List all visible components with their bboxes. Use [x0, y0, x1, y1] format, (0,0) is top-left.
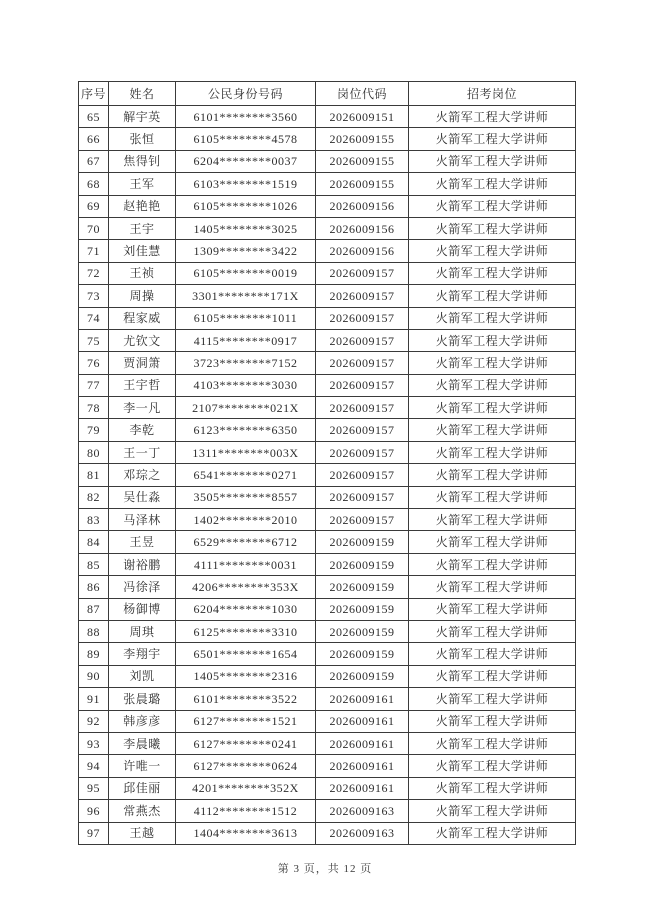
- table-row: [79, 688, 576, 710]
- name-cell: 张晨璐: [109, 688, 176, 710]
- table-row: [79, 822, 576, 844]
- post-code-cell: 2026009156: [316, 217, 409, 239]
- post-title-cell: 火箭军工程大学讲师: [409, 576, 576, 598]
- post-title-cell: 火箭军工程大学讲师: [409, 106, 576, 128]
- index-cell: 84: [79, 531, 109, 553]
- index-cell: 67: [79, 150, 109, 172]
- name-cell: 王宇: [109, 217, 176, 239]
- table-row: [79, 419, 576, 441]
- table-row: [79, 665, 576, 687]
- id-number-cell: 4206********353X: [176, 576, 316, 598]
- table-row: [79, 441, 576, 463]
- table-row: [79, 531, 576, 553]
- table-row: [79, 777, 576, 799]
- id-number-cell: 3301********171X: [176, 285, 316, 307]
- index-cell: 65: [79, 106, 109, 128]
- post-title-cell: 火箭军工程大学讲师: [409, 509, 576, 531]
- post-code-cell: 2026009157: [316, 441, 409, 463]
- post-code-cell: 2026009157: [316, 419, 409, 441]
- name-cell: 李一凡: [109, 397, 176, 419]
- name-cell: 赵艳艳: [109, 195, 176, 217]
- post-title-cell: 火箭军工程大学讲师: [409, 598, 576, 620]
- index-cell: 97: [79, 822, 109, 844]
- post-title-cell: 火箭军工程大学讲师: [409, 397, 576, 419]
- post-code-cell: 2026009157: [316, 374, 409, 396]
- index-cell: 91: [79, 688, 109, 710]
- name-cell: 王昱: [109, 531, 176, 553]
- id-number-cell: 1311********003X: [176, 441, 316, 463]
- post-title-cell: 火箭军工程大学讲师: [409, 307, 576, 329]
- post-title-cell: 火箭军工程大学讲师: [409, 240, 576, 262]
- post-code-cell: 2026009159: [316, 620, 409, 642]
- name-cell: 张恒: [109, 128, 176, 150]
- table-row: [79, 620, 576, 642]
- id-number-cell: 4103********3030: [176, 374, 316, 396]
- name-cell: 周操: [109, 285, 176, 307]
- id-number-cell: 1405********2316: [176, 665, 316, 687]
- post-code-cell: 2026009161: [316, 688, 409, 710]
- table-row: [79, 486, 576, 508]
- name-cell: 王一丁: [109, 441, 176, 463]
- post-title-cell: 火箭军工程大学讲师: [409, 553, 576, 575]
- index-cell: 71: [79, 240, 109, 262]
- recruitment-roster-table: [78, 81, 576, 845]
- id-number-cell: 1402********2010: [176, 509, 316, 531]
- table-row: [79, 397, 576, 419]
- id-number-cell: 6105********0019: [176, 262, 316, 284]
- table-body: [79, 106, 576, 845]
- table-row: [79, 732, 576, 754]
- post-code-cell: 2026009161: [316, 710, 409, 732]
- name-cell: 韩彦彦: [109, 710, 176, 732]
- table-row: [79, 755, 576, 777]
- table-row: [79, 643, 576, 665]
- post-title-cell: 火箭军工程大学讲师: [409, 128, 576, 150]
- post-code-cell: 2026009161: [316, 755, 409, 777]
- table-row: [79, 553, 576, 575]
- post-code-cell: 2026009151: [316, 106, 409, 128]
- name-cell: 杨御博: [109, 598, 176, 620]
- index-cell: 82: [79, 486, 109, 508]
- id-number-cell: 6204********1030: [176, 598, 316, 620]
- table-row: [79, 598, 576, 620]
- name-cell: 王军: [109, 173, 176, 195]
- name-cell: 邱佳丽: [109, 777, 176, 799]
- post-title-cell: 火箭军工程大学讲师: [409, 822, 576, 844]
- index-cell: 79: [79, 419, 109, 441]
- post-title-cell: 火箭军工程大学讲师: [409, 688, 576, 710]
- post-title-cell: 火箭军工程大学讲师: [409, 195, 576, 217]
- post-title-cell: 火箭军工程大学讲师: [409, 419, 576, 441]
- index-cell: 93: [79, 732, 109, 754]
- table-row: [79, 800, 576, 822]
- table-header-row: [79, 82, 576, 106]
- post-code-cell: 2026009161: [316, 777, 409, 799]
- index-cell: 95: [79, 777, 109, 799]
- name-cell: 谢裕鹏: [109, 553, 176, 575]
- post-code-cell: 2026009157: [316, 329, 409, 351]
- table-row: [79, 352, 576, 374]
- id-number-cell: 6127********0624: [176, 755, 316, 777]
- name-cell: 刘凯: [109, 665, 176, 687]
- post-title-cell: 火箭军工程大学讲师: [409, 777, 576, 799]
- post-title-cell: 火箭军工程大学讲师: [409, 755, 576, 777]
- table-row: [79, 307, 576, 329]
- id-number-cell: 1405********3025: [176, 217, 316, 239]
- name-cell: 王宇哲: [109, 374, 176, 396]
- name-cell: 焦得钊: [109, 150, 176, 172]
- id-number-cell: 2107********021X: [176, 397, 316, 419]
- table-row: [79, 217, 576, 239]
- post-code-cell: 2026009157: [316, 285, 409, 307]
- index-cell: 77: [79, 374, 109, 396]
- post-title-cell: 火箭军工程大学讲师: [409, 710, 576, 732]
- post-code-cell: 2026009157: [316, 397, 409, 419]
- post-code-cell: 2026009159: [316, 531, 409, 553]
- index-cell: 92: [79, 710, 109, 732]
- table-row: [79, 464, 576, 486]
- name-cell: 李乾: [109, 419, 176, 441]
- index-cell: 89: [79, 643, 109, 665]
- name-cell: 尤钦文: [109, 329, 176, 351]
- post-title-cell: 火箭军工程大学讲师: [409, 285, 576, 307]
- post-code-cell: 2026009159: [316, 643, 409, 665]
- name-cell: 常燕杰: [109, 800, 176, 822]
- id-number-cell: 6101********3522: [176, 688, 316, 710]
- id-number-cell: 6105********1026: [176, 195, 316, 217]
- name-cell: 许唯一: [109, 755, 176, 777]
- index-cell: 73: [79, 285, 109, 307]
- id-number-cell: 6127********0241: [176, 732, 316, 754]
- index-cell: 69: [79, 195, 109, 217]
- id-number-cell: 6123********6350: [176, 419, 316, 441]
- table-row: [79, 576, 576, 598]
- post-code-cell: 2026009157: [316, 464, 409, 486]
- index-cell: 81: [79, 464, 109, 486]
- column-header-post-code-cell: 岗位代码: [316, 82, 409, 106]
- name-cell: 解宇英: [109, 106, 176, 128]
- id-number-cell: 6101********3560: [176, 106, 316, 128]
- id-number-cell: 6529********6712: [176, 531, 316, 553]
- id-number-cell: 6103********1519: [176, 173, 316, 195]
- id-number-cell: 4112********1512: [176, 800, 316, 822]
- post-code-cell: 2026009155: [316, 128, 409, 150]
- post-code-cell: 2026009157: [316, 509, 409, 531]
- table-row: [79, 106, 576, 128]
- table-row: [79, 329, 576, 351]
- column-header-id-number-cell: 公民身份号码: [176, 82, 316, 106]
- post-title-cell: 火箭军工程大学讲师: [409, 732, 576, 754]
- index-cell: 87: [79, 598, 109, 620]
- index-cell: 72: [79, 262, 109, 284]
- post-title-cell: 火箭军工程大学讲师: [409, 464, 576, 486]
- id-number-cell: 4111********0031: [176, 553, 316, 575]
- post-title-cell: 火箭军工程大学讲师: [409, 800, 576, 822]
- name-cell: 贾洞箫: [109, 352, 176, 374]
- post-code-cell: 2026009159: [316, 553, 409, 575]
- name-cell: 程家威: [109, 307, 176, 329]
- name-cell: 邓琮之: [109, 464, 176, 486]
- index-cell: 80: [79, 441, 109, 463]
- index-cell: 75: [79, 329, 109, 351]
- index-cell: 76: [79, 352, 109, 374]
- index-cell: 83: [79, 509, 109, 531]
- table-row: [79, 150, 576, 172]
- post-code-cell: 2026009163: [316, 800, 409, 822]
- id-number-cell: 1404********3613: [176, 822, 316, 844]
- name-cell: 王祯: [109, 262, 176, 284]
- id-number-cell: 6125********3310: [176, 620, 316, 642]
- table-row: [79, 374, 576, 396]
- name-cell: 吴仕淼: [109, 486, 176, 508]
- post-code-cell: 2026009155: [316, 173, 409, 195]
- id-number-cell: 3723********7152: [176, 352, 316, 374]
- post-title-cell: 火箭军工程大学讲师: [409, 352, 576, 374]
- index-cell: 94: [79, 755, 109, 777]
- post-title-cell: 火箭军工程大学讲师: [409, 441, 576, 463]
- post-title-cell: 火箭军工程大学讲师: [409, 262, 576, 284]
- post-code-cell: 2026009156: [316, 195, 409, 217]
- id-number-cell: 6127********1521: [176, 710, 316, 732]
- post-code-cell: 2026009157: [316, 486, 409, 508]
- index-cell: 88: [79, 620, 109, 642]
- post-title-cell: 火箭军工程大学讲师: [409, 486, 576, 508]
- index-cell: 90: [79, 665, 109, 687]
- name-cell: 冯徐泽: [109, 576, 176, 598]
- id-number-cell: 4115********0917: [176, 329, 316, 351]
- post-title-cell: 火箭军工程大学讲师: [409, 620, 576, 642]
- name-cell: 李晨曦: [109, 732, 176, 754]
- name-cell: 马泽林: [109, 509, 176, 531]
- id-number-cell: 6105********1011: [176, 307, 316, 329]
- id-number-cell: 4201********352X: [176, 777, 316, 799]
- id-number-cell: 6105********4578: [176, 128, 316, 150]
- table-row: [79, 285, 576, 307]
- column-header-post-title-cell: 招考岗位: [409, 82, 576, 106]
- post-code-cell: 2026009163: [316, 822, 409, 844]
- post-title-cell: 火箭军工程大学讲师: [409, 643, 576, 665]
- post-code-cell: 2026009159: [316, 576, 409, 598]
- table-row: [79, 195, 576, 217]
- post-title-cell: 火箭军工程大学讲师: [409, 665, 576, 687]
- column-header-index-cell: 序号: [79, 82, 109, 106]
- post-code-cell: 2026009157: [316, 262, 409, 284]
- id-number-cell: 6204********0037: [176, 150, 316, 172]
- post-title-cell: 火箭军工程大学讲师: [409, 217, 576, 239]
- post-code-cell: 2026009157: [316, 352, 409, 374]
- name-cell: 周琪: [109, 620, 176, 642]
- index-cell: 96: [79, 800, 109, 822]
- table-row: [79, 128, 576, 150]
- index-cell: 68: [79, 173, 109, 195]
- post-title-cell: 火箭军工程大学讲师: [409, 173, 576, 195]
- post-code-cell: 2026009157: [316, 307, 409, 329]
- index-cell: 86: [79, 576, 109, 598]
- index-cell: 78: [79, 397, 109, 419]
- index-cell: 74: [79, 307, 109, 329]
- table-row: [79, 262, 576, 284]
- post-title-cell: 火箭军工程大学讲师: [409, 374, 576, 396]
- column-header-name-cell: 姓名: [109, 82, 176, 106]
- index-cell: 70: [79, 217, 109, 239]
- id-number-cell: 6501********1654: [176, 643, 316, 665]
- table-row: [79, 509, 576, 531]
- name-cell: 李翔宇: [109, 643, 176, 665]
- table-row: [79, 173, 576, 195]
- name-cell: 刘佳慧: [109, 240, 176, 262]
- post-title-cell: 火箭军工程大学讲师: [409, 329, 576, 351]
- table-row: [79, 710, 576, 732]
- index-cell: 66: [79, 128, 109, 150]
- id-number-cell: 6541********0271: [176, 464, 316, 486]
- post-code-cell: 2026009156: [316, 240, 409, 262]
- post-code-cell: 2026009159: [316, 598, 409, 620]
- post-title-cell: 火箭军工程大学讲师: [409, 150, 576, 172]
- id-number-cell: 1309********3422: [176, 240, 316, 262]
- name-cell: 王越: [109, 822, 176, 844]
- post-title-cell: 火箭军工程大学讲师: [409, 531, 576, 553]
- id-number-cell: 3505********8557: [176, 486, 316, 508]
- page-number-label: 第 3 页，共 12 页: [277, 863, 373, 875]
- index-cell: 85: [79, 553, 109, 575]
- post-code-cell: 2026009161: [316, 732, 409, 754]
- post-code-cell: 2026009155: [316, 150, 409, 172]
- post-code-cell: 2026009159: [316, 665, 409, 687]
- table-row: [79, 240, 576, 262]
